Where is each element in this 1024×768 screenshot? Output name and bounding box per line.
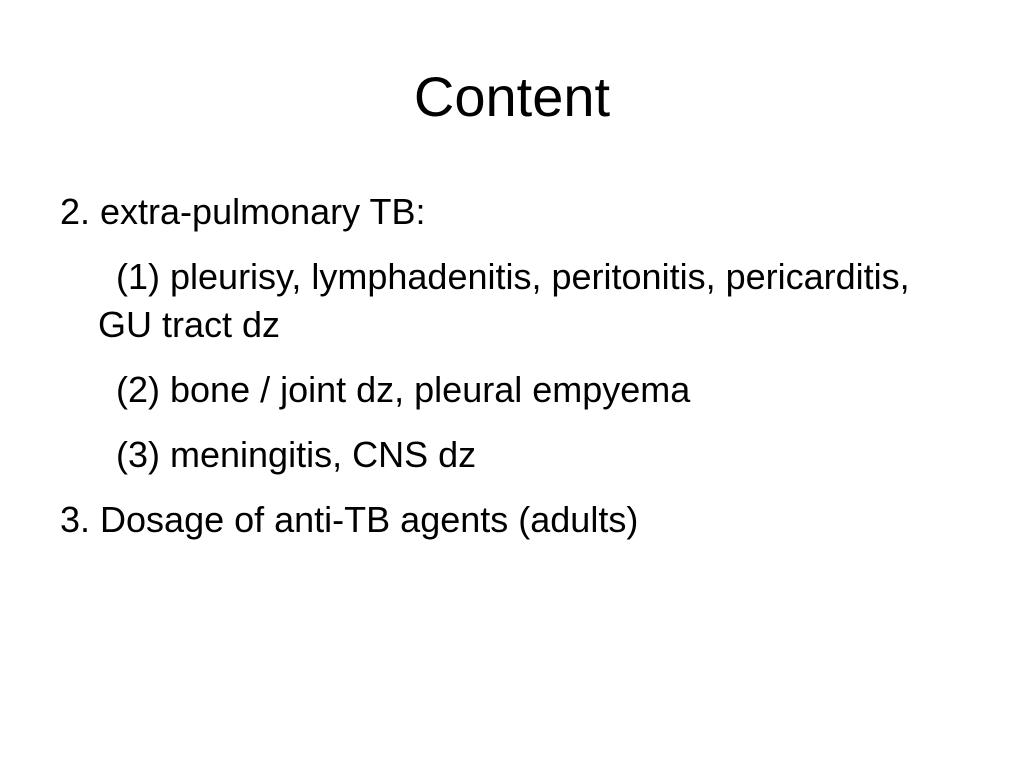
outline-item-dosage: 3. Dosage of anti-TB agents (adults) (60, 499, 639, 540)
outline-item-extrapulmonary-tb: 2. extra-pulmonary TB: (60, 191, 426, 232)
outline-subitem-3: (3) meningitis, CNS dz (116, 434, 477, 475)
outline-subitem-2: (2) bone / joint dz, pleural empyema (116, 369, 691, 410)
slide-title: Content (413, 65, 611, 128)
slide-body (60, 188, 960, 561)
outline-subitem-1: (1) pleurisy, lymphadenitis, peritonitis, pericarditis, GU tract dz (98, 256, 920, 345)
